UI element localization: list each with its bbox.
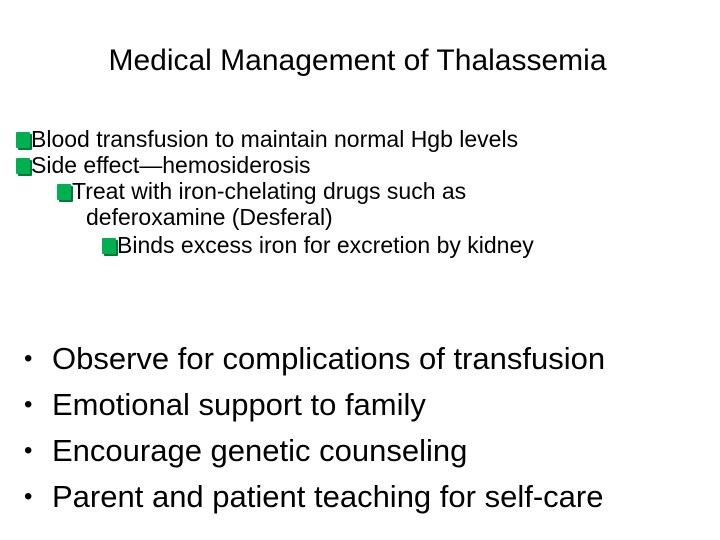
- list-item: [24, 428, 714, 474]
- list-item-text: Emotional support to family: [52, 387, 426, 422]
- list-item-text: Blood transfusion to maintain normal Hgb levels: [31, 126, 519, 152]
- list-item-text: Encourage genetic counseling: [52, 433, 468, 468]
- checkbox-bullet-icon: [57, 184, 71, 200]
- list-item-text: Treat with iron-chelating drugs such as: [72, 178, 467, 204]
- checkbox-bullet-icon: [16, 132, 30, 148]
- list-item-continuation: deferoxamine (Desferal): [86, 204, 333, 230]
- bullet-dot-icon: •: [24, 345, 33, 372]
- list-item: [16, 232, 706, 258]
- bullet-list: [24, 336, 714, 520]
- list-item: [24, 474, 714, 520]
- slide-title: Medical Management of Thalassemia: [108, 44, 607, 77]
- list-item-text: Binds excess iron for excretion by kidney: [117, 232, 534, 258]
- checkbox-bullet-icon: [16, 158, 30, 174]
- bullet-dot-icon: •: [24, 483, 33, 510]
- list-item-text: Parent and patient teaching for self-care: [52, 479, 604, 514]
- list-item: [16, 152, 706, 178]
- checkbox-bullet-list: [16, 126, 706, 258]
- list-item: [16, 126, 706, 152]
- list-item-text: Side effect—hemosiderosis: [31, 152, 311, 178]
- bullet-dot-icon: •: [24, 391, 33, 418]
- bullet-dot-icon: •: [24, 437, 33, 464]
- list-item: [16, 178, 706, 230]
- checkbox-bullet-icon: [102, 238, 116, 254]
- list-item-text: Observe for complications of transfusion: [52, 341, 606, 376]
- list-item: [24, 382, 714, 428]
- list-item: [24, 336, 714, 382]
